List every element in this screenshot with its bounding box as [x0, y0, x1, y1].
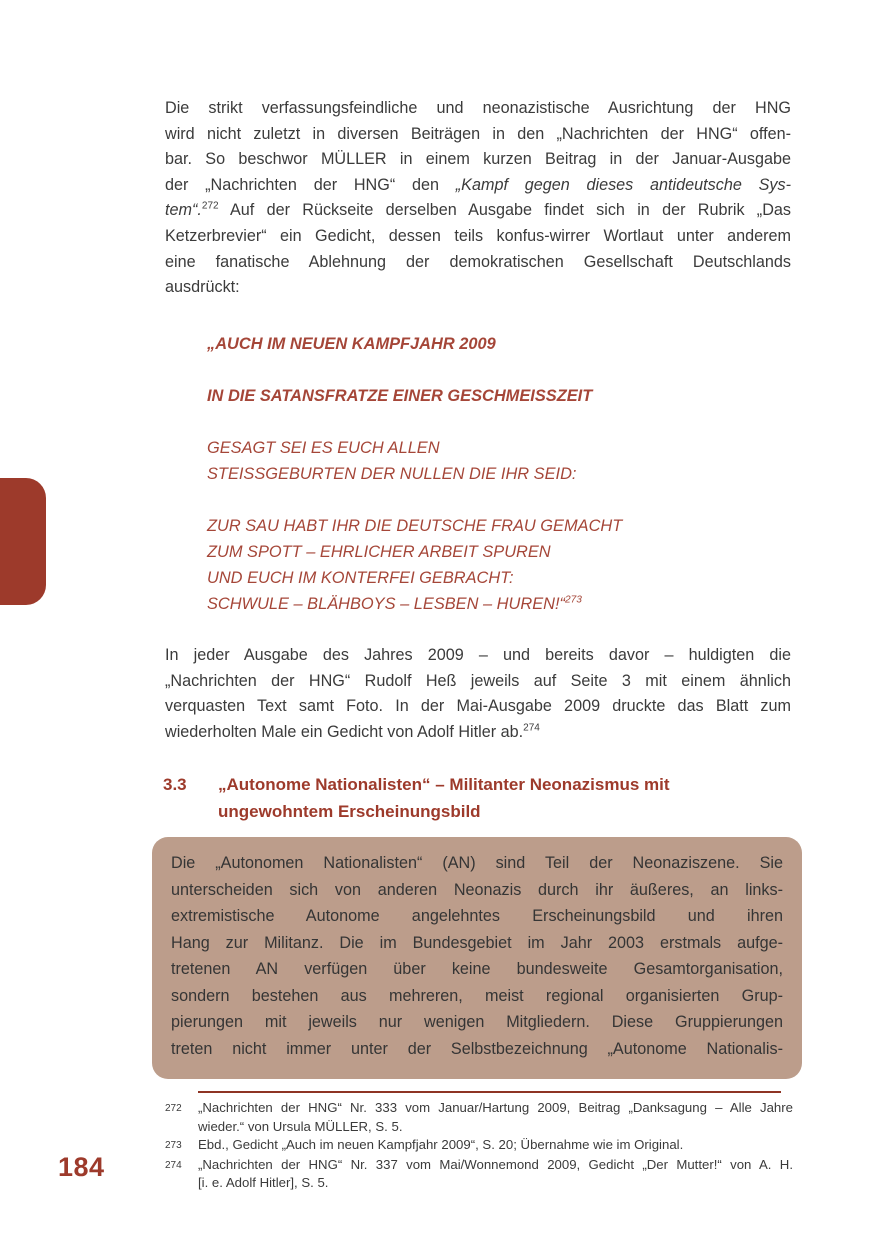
- text-line: sondern bestehen aus mehreren, meist regional organisierten Grup-: [171, 986, 783, 1005]
- text-line: tem“.$^{272}$ Auf der Rückseite derselben Ausgabe findet sich in der Rubrik „Das: [165, 200, 791, 220]
- text-line: Ebd., Gedicht „Auch im neuen Kampfjahr 2009“, S. 20; Übernahme wie im Original.: [198, 1137, 684, 1152]
- body-paragraph-1: [165, 96, 791, 301]
- poem-stanza: [207, 331, 767, 357]
- section-number: 3.3: [163, 775, 187, 794]
- poem-line: „AUCH IM NEUEN KAMPFJAHR 2009: [207, 335, 496, 353]
- text-line: treten nicht immer unter der Selbstbezeichnung „Autonome Nationalis-: [171, 1039, 783, 1058]
- poem-stanza: [207, 435, 767, 487]
- poem-line: UND EUCH IM KONTERFEI GEBRACHT:: [207, 569, 514, 587]
- text-line: „Autonome Nationalisten“ – Militanter Neonazismus mit: [218, 775, 670, 794]
- text-line: verquasten Text samt Foto. In der Mai-Ausgabe 2009 druckte das Blatt zum: [165, 697, 791, 716]
- poem-line: GESAGT SEI ES EUCH ALLEN: [207, 439, 440, 457]
- footnote: [165, 1099, 793, 1136]
- text-line: eine fanatische Ablehnung der demokratischen Gesellschaft Deutschlands: [165, 252, 791, 271]
- text-line: tretenen AN verfügen über keine bundesweite Gesamtorganisation,: [171, 960, 783, 978]
- footnote-number: 273: [165, 1140, 182, 1151]
- footnote-text: [198, 1156, 793, 1193]
- chapter-thumb-tab: [0, 478, 46, 605]
- text-line: unterscheiden sich von anderen Neonazis durch ihr äußeres, an links-: [171, 880, 783, 899]
- info-box: [152, 837, 802, 1079]
- text-line: Hang zur Militanz. Die im Bundesgebiet im Jahr 2003 erstmals aufge-: [171, 933, 783, 952]
- text-line: wird nicht zuletzt in diversen Beiträgen in den „Nachrichten der HNG“ offen-: [165, 124, 791, 143]
- text-line: In jeder Ausgabe des Jahres 2009 – und bereits davor – huldigten die: [165, 646, 791, 664]
- text-line: „Nachrichten der HNG“ Nr. 337 vom Mai/Wonnemond 2009, Gedicht „Der Mutter!“ von A. H.: [198, 1156, 793, 1172]
- footnote-separator-rule: [198, 1091, 781, 1093]
- text-line: extremistische Autonome angelehntes Erscheinungsbild und ihren: [171, 907, 783, 925]
- page-number: 184: [58, 1152, 105, 1182]
- poem-quote: [207, 331, 767, 643]
- text-line: „Nachrichten der HNG“ Nr. 333 vom Januar/Hartung 2009, Beitrag „Danksagung – Alle Jahre: [198, 1100, 793, 1115]
- text-line: [i. e. Adolf Hitler], S. 5.: [198, 1175, 329, 1190]
- text-line: der „Nachrichten der HNG“ den „Kampf gegen dieses antideutsche Sys-: [165, 175, 791, 194]
- poem-stanza: [207, 513, 767, 617]
- text-line: Ketzerbrevier“ ein Gedicht, dessen teils konfus-wirrer Wortlaut unter anderem: [165, 226, 791, 245]
- text-line: wiederholten Male ein Gedicht von Adolf Hitler ab.$^{274}$: [165, 722, 540, 741]
- poem-line: IN DIE SATANSFRATZE EINER GESCHMEISSZEIT: [207, 387, 593, 405]
- text-line: pierungen mit jeweils nur wenigen Mitgliedern. Diese Gruppierungen: [171, 1013, 783, 1031]
- info-box-text: [171, 850, 783, 1062]
- footnote-number: 272: [165, 1103, 182, 1114]
- footnote: [165, 1136, 793, 1156]
- footnote-number: 274: [165, 1159, 182, 1171]
- text-line: „Nachrichten der HNG“ Rudolf Heß jeweils auf Seite 3 mit einem ähnlich: [165, 671, 791, 690]
- poem-stanza: [207, 383, 767, 409]
- text-line: ungewohntem Erscheinungsbild: [218, 801, 481, 821]
- section-title: [218, 772, 803, 825]
- poem-line: ZUM SPOTT – EHRLICHER ARBEIT SPUREN: [207, 543, 551, 561]
- poem-line: STEISSGEBURTEN DER NULLEN DIE IHR SEID:: [207, 465, 577, 483]
- text-line: bar. So beschwor MÜLLER in einem kurzen Beitrag in der Januar-Ausgabe: [165, 150, 791, 169]
- poem-line: ZUR SAU HABT IHR DIE DEUTSCHE FRAU GEMACHT: [207, 517, 623, 535]
- footnote: [165, 1156, 793, 1193]
- body-paragraph-2: [165, 643, 791, 745]
- text-line: wieder.“ von Ursula MÜLLER, S. 5.: [198, 1118, 403, 1134]
- section-heading: [163, 772, 803, 825]
- text-line: Die strikt verfassungsfeindliche und neonazistische Ausrichtung der HNG: [165, 99, 791, 117]
- text-line: Die „Autonomen Nationalisten“ (AN) sind Teil der Neonaziszene. Sie: [171, 854, 783, 872]
- text-line: ausdrückt:: [165, 278, 240, 297]
- poem-line: SCHWULE – BLÄHBOYS – LESBEN – HUREN!“$^{273}$: [207, 594, 582, 613]
- footnote-text: [198, 1099, 793, 1136]
- footnote-text: [198, 1136, 793, 1156]
- footnotes-block: [165, 1099, 793, 1193]
